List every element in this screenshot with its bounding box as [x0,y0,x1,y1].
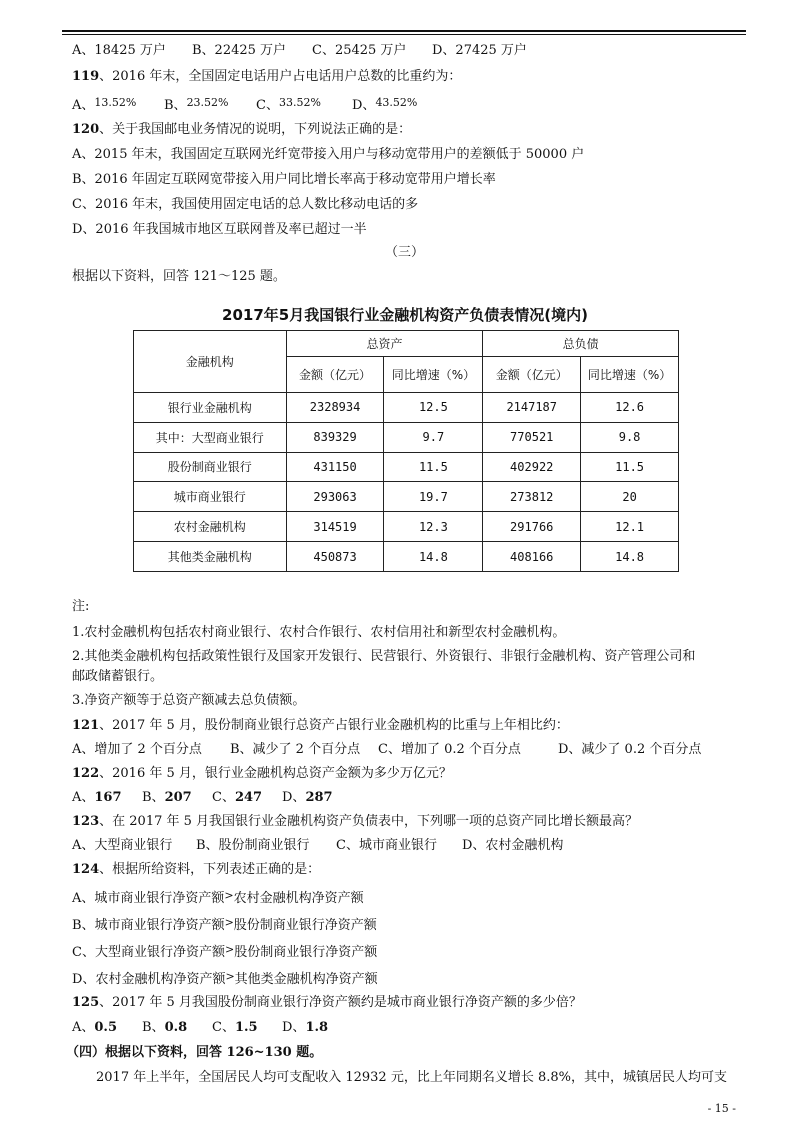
q123-options [72,837,563,855]
table-title: 2017年5月我国银行业金融机构资产负债表情况(境内) [222,306,588,324]
option-d[interactable]: D、43.52% [352,96,418,113]
question-number: 122 [72,766,100,781]
question-number: 123 [72,814,100,829]
q120-option-b[interactable]: B、2016 年固定互联网宽带接入用户同比增长率高于移动宽带用户增长率 [72,172,496,187]
question-text: 、2016 年末，全国固定电话用户占电话用户总数的比重约为： [99,69,462,84]
option-a[interactable]: A、18425 万户 [72,43,166,58]
question-text: 、根据所给资料，下列表述正确的是： [99,862,321,877]
option-b[interactable]: B、207 [142,790,192,805]
header-liab-amount: 金额（亿元） [483,356,581,392]
assets-growth-cell: 12.3 [384,512,483,542]
note-3: 3.净资产额等于总资产额减去总负债额。 [72,693,306,708]
question-number: 125 [72,995,100,1010]
option-c[interactable]: C、25425 万户 [312,43,407,58]
q124-option-d[interactable]: D、农村金融机构净资产额>其他类金融机构净资产额 [72,970,378,987]
option-a[interactable]: A、增加了 2 个百分点 [72,742,202,757]
header-assets-growth: 同比增速（%） [384,356,483,392]
question-number: 124 [72,862,100,877]
liab-cell: 291766 [483,512,581,542]
option-b[interactable]: B、23.52% [164,96,229,113]
q125-stem [72,994,582,1012]
assets-growth-cell: 11.5 [384,452,483,482]
question-text: 、在 2017 年 5 月我国银行业金融机构资产负债表中，下列哪一项的总资产同比增长额最高？ [99,814,639,829]
q121-stem [72,717,569,735]
liab-cell: 402922 [483,452,581,482]
liab-cell: 273812 [483,482,581,512]
assets-cell: 450873 [286,542,384,572]
option-a[interactable]: A、167 [72,790,122,805]
question-text: 、关于我国邮电业务情况的说明，下列说法正确的是： [99,122,412,137]
option-b[interactable]: B、0.8 [142,1020,188,1035]
table-row [134,452,679,482]
liab-growth-cell: 14.8 [581,542,679,572]
table-row [134,542,679,572]
option-c[interactable]: C、增加了 0.2 个百分点 [378,742,521,757]
q124-option-a[interactable]: A、城市商业银行净资产额>农村金融机构净资产额 [72,889,364,906]
q120-option-d[interactable]: D、2016 年我国城市地区互联网普及率已超过一半 [72,222,367,237]
option-a[interactable]: A、0.5 [72,1020,118,1035]
option-d[interactable]: D、农村金融机构 [462,838,564,853]
assets-growth-cell: 9.7 [384,422,483,452]
assets-cell: 293063 [286,482,384,512]
note-1: 1.农村金融机构包括农村商业银行、农村合作银行、农村信用社和新型农村金融机构。 [72,625,566,640]
balance-sheet-table [133,330,679,572]
header-rule-thin [62,34,746,35]
q119-options [72,94,417,115]
row-name: 银行业金融机构 [134,392,287,422]
option-c[interactable]: C、1.5 [212,1020,258,1035]
option-b[interactable]: B、22425 万户 [192,43,287,58]
table-header-row [134,331,679,357]
q120-stem [72,121,411,139]
liab-growth-cell: 12.1 [581,512,679,542]
question-text: 、2016 年 5 月，银行业金融机构总资产金额为多少万亿元？ [99,766,452,781]
q123-stem [72,813,638,831]
row-name: 其中：大型商业银行 [134,422,287,452]
assets-cell: 314519 [286,512,384,542]
question-number: 121 [72,718,100,733]
option-a[interactable]: A、13.52% [72,96,137,113]
q122-options [72,789,333,807]
question-number: 119 [72,69,100,84]
assets-growth-cell: 12.5 [384,392,483,422]
option-d[interactable]: D、287 [282,790,333,805]
question-text: 、2017 年 5 月我国股份制商业银行净资产额约是城市商业银行净资产额的多少倍？ [99,995,582,1010]
option-a[interactable]: A、大型商业银行 [72,838,173,853]
liab-growth-cell: 11.5 [581,452,679,482]
option-c[interactable]: C、33.52% [256,96,321,113]
header-rule [62,30,746,32]
assets-growth-cell: 14.8 [384,542,483,572]
q120-option-a[interactable]: A、2015 年末，我国固定互联网光纤宽带接入用户与移动宽带用户的差额低于 50000 户 [72,147,585,162]
q120-option-c[interactable]: C、2016 年末，我国使用固定电话的总人数比移动电话的多 [72,197,419,212]
table-row [134,482,679,512]
row-name: 城市商业银行 [134,482,287,512]
q124-stem [72,861,320,879]
liab-cell: 408166 [483,542,581,572]
option-d[interactable]: D、1.8 [282,1020,329,1035]
assets-growth-cell: 19.7 [384,482,483,512]
row-name: 其他类金融机构 [134,542,287,572]
liab-growth-cell: 12.6 [581,392,679,422]
q122-stem [72,765,452,783]
option-b[interactable]: B、减少了 2 个百分点 [230,742,361,757]
table-row [134,512,679,542]
assets-cell: 839329 [286,422,384,452]
option-c[interactable]: C、城市商业银行 [336,838,437,853]
section4-heading: （四）根据以下资料，回答 126~130 题。 [66,1045,323,1060]
q124-option-c[interactable]: C、大型商业银行净资产额>股份制商业银行净资产额 [72,943,378,960]
header-assets-amount: 金额（亿元） [286,356,384,392]
assets-cell: 2328934 [286,392,384,422]
notes-label: 注: [72,599,90,614]
option-c[interactable]: C、247 [212,790,263,805]
q121-options [72,741,701,759]
page-number: - 15 - [707,1102,736,1115]
section-heading: （三） [385,245,425,260]
question-number: 120 [72,122,100,137]
liab-growth-cell: 9.8 [581,422,679,452]
liab-growth-cell: 20 [581,482,679,512]
liab-cell: 770521 [483,422,581,452]
q125-options [72,1019,328,1037]
assets-cell: 431150 [286,452,384,482]
note-2-cont: 邮政储蓄银行。 [72,669,164,684]
row-name: 股份制商业银行 [134,452,287,482]
note-2: 2.其他类金融机构包括政策性银行及国家开发银行、民营银行、外资银行、非银行金融机构、资产管理公司和 [72,649,696,664]
option-b[interactable]: B、股份制商业银行 [196,838,310,853]
q124-option-b[interactable]: B、城市商业银行净资产额>股份制商业银行净资产额 [72,916,377,933]
section-intro: 根据以下资料，回答 121～125 题。 [72,269,286,284]
section4-paragraph: 2017 年上半年，全国居民人均可支配收入 12932 元，比上年同期名义增长 8.8%，其中，城镇居民人均可支 [96,1070,727,1085]
header-institution: 金融机构 [134,331,287,393]
question-text: 、2017 年 5 月，股份制商业银行总资产占银行业金融机构的比重与上年相比约： [99,718,569,733]
table-row [134,422,679,452]
table-row [134,392,679,422]
header-total-liabilities: 总负债 [483,331,679,357]
option-d[interactable]: D、27425 万户 [432,43,527,58]
q118-options [72,42,527,60]
liab-cell: 2147187 [483,392,581,422]
option-d[interactable]: D、减少了 0.2 个百分点 [558,742,702,757]
q119-stem [72,68,461,86]
header-total-assets: 总资产 [286,331,483,357]
row-name: 农村金融机构 [134,512,287,542]
header-liab-growth: 同比增速（%） [581,356,679,392]
